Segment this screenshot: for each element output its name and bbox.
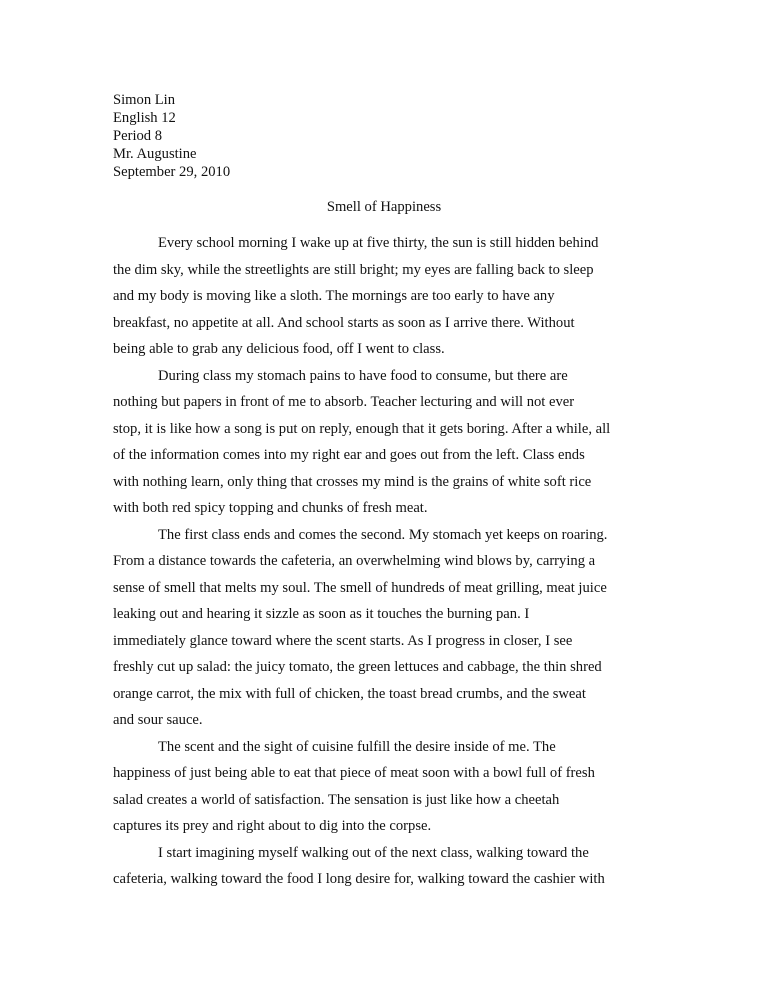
text-line: The first class ends and comes the second. My stomach yet keeps on roaring. xyxy=(158,526,608,543)
text-line: happiness of just being able to eat that piece of meat soon with a bowl full of fresh xyxy=(113,765,595,781)
text-line: the dim sky, while the streetlights are still bright; my eyes are falling back to sleep xyxy=(113,261,594,278)
teacher-name: Mr. Augustine xyxy=(113,146,197,162)
text-line: with both red spicy topping and chunks of fresh meat. xyxy=(113,500,428,516)
text-line: I start imagining myself walking out of the next class, walking toward the xyxy=(158,844,589,861)
text-line: During class my stomach pains to have food to consume, but there are xyxy=(158,367,568,384)
course-name: English 12 xyxy=(113,110,176,126)
text-line: of the information comes into my right ear and goes out from the left. Class ends xyxy=(113,447,585,463)
essay-title: Smell of Happiness xyxy=(326,199,442,215)
author-name: Simon Lin xyxy=(113,92,176,108)
text-line: breakfast, no appetite at all. And school starts as soon as I arrive there. Without xyxy=(113,314,575,331)
text-line: nothing but papers in front of me to absorb. Teacher lecturing and will not ever xyxy=(113,394,575,410)
essay-body xyxy=(113,230,673,893)
text-line: The scent and the sight of cuisine fulfill the desire inside of me. The xyxy=(158,738,556,755)
text-line: From a distance towards the cafeteria, an overwhelming wind blows by, carrying a xyxy=(113,553,596,569)
class-period: Period 8 xyxy=(113,128,163,144)
text-line: cafeteria, walking toward the food I long desire for, walking toward the cashier with xyxy=(113,871,605,887)
text-line: being able to grab any delicious food, off I went to class. xyxy=(113,341,445,357)
text-line: stop, it is like how a song is put on reply, enough that it gets boring. After a while, all xyxy=(113,420,611,437)
essay-header xyxy=(113,91,230,181)
text-line: Every school morning I wake up at five thirty, the sun is still hidden behind xyxy=(158,235,599,251)
text-line: immediately glance toward where the scent starts. As I progress in closer, I see xyxy=(113,632,573,649)
essay-date: September 29, 2010 xyxy=(113,164,231,180)
text-line: and sour sauce. xyxy=(113,712,203,728)
text-line: captures its prey and right about to dig into the corpse. xyxy=(113,818,432,834)
text-line: and my body is moving like a sloth. The mornings are too early to have any xyxy=(113,288,555,304)
text-line: freshly cut up salad: the juicy tomato, the green lettuces and cabbage, the thin shred xyxy=(113,659,602,675)
text-line: with nothing learn, only thing that crosses my mind is the grains of white soft rice xyxy=(113,473,592,490)
text-line: sense of smell that melts my soul. The smell of hundreds of meat grilling, meat juice xyxy=(113,579,607,596)
text-line: salad creates a world of satisfaction. The sensation is just like how a cheetah xyxy=(113,791,560,808)
text-line: leaking out and hearing it sizzle as soon as it touches the burning pan. I xyxy=(113,606,530,622)
text-line: orange carrot, the mix with full of chicken, the toast bread crumbs, and the sweat xyxy=(113,685,586,702)
